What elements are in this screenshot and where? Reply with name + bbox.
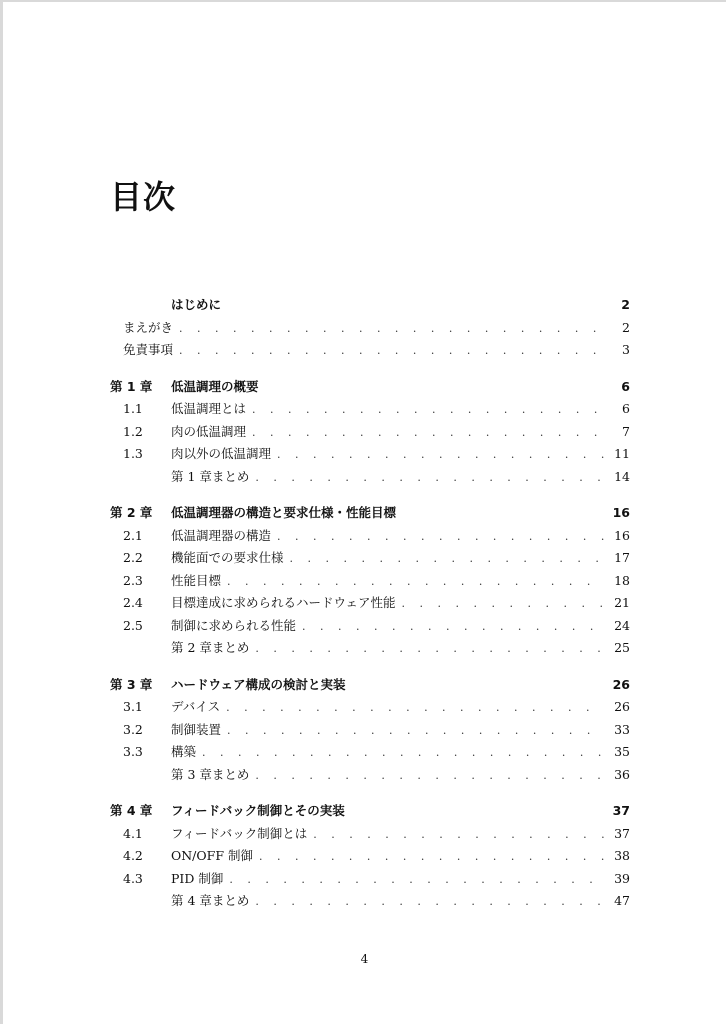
- toc-dot-leader: [252, 422, 604, 445]
- toc-section-row[interactable]: [110, 868, 630, 891]
- toc-label: 低温調理の概要: [171, 378, 259, 394]
- toc-label: 制御装置: [171, 721, 222, 737]
- toc-section-row[interactable]: [110, 570, 630, 593]
- toc-chapter-row[interactable]: [110, 502, 630, 525]
- toc-page-number: 26: [614, 699, 630, 714]
- toc-chapter-row[interactable]: [110, 294, 630, 317]
- toc-intro-row[interactable]: [110, 339, 630, 362]
- toc-number: 4.3: [123, 870, 143, 886]
- toc-number: 3.2: [123, 721, 143, 737]
- toc-summary-row[interactable]: [110, 466, 630, 489]
- toc-label: デバイス: [171, 699, 221, 714]
- toc-page-number: 21: [614, 595, 630, 610]
- toc-number: 第 3 章: [110, 676, 153, 692]
- toc-section-row[interactable]: [110, 421, 630, 444]
- toc-dot-leader: [179, 340, 604, 363]
- toc-number: 4.2: [123, 848, 143, 863]
- toc-section-row[interactable]: [110, 443, 630, 466]
- toc-label: 免責事項: [123, 342, 174, 357]
- toc-page-number: 6: [622, 401, 630, 416]
- toc-number: 1.1: [123, 401, 143, 416]
- toc-page-number: 26: [612, 676, 630, 692]
- toc-label: はじめに: [171, 297, 222, 312]
- toc-page-number: 11: [614, 446, 630, 461]
- toc-label: 第 3 章まとめ: [171, 766, 250, 782]
- toc-label: ハードウェア構成の検討と実装: [171, 676, 346, 692]
- toc-page-number: 6: [621, 378, 630, 394]
- toc-section-row[interactable]: [110, 719, 630, 742]
- toc-section-row[interactable]: [110, 823, 630, 846]
- toc-section-row[interactable]: [110, 592, 630, 615]
- page-number-footer: 4: [360, 952, 369, 966]
- toc-label: 低温調理器の構造: [171, 527, 272, 543]
- toc-dot-leader: [302, 616, 604, 639]
- toc-chapter-row[interactable]: [110, 800, 630, 823]
- toc-dot-leader: [229, 869, 604, 892]
- toc-dot-leader: [277, 526, 604, 549]
- toc-number: 1.3: [123, 446, 143, 461]
- toc-label: 性能目標: [171, 572, 222, 588]
- toc-number: 第 4 章: [110, 803, 153, 818]
- toc-page-number: 25: [614, 640, 630, 655]
- toc-page-number: 33: [614, 721, 630, 737]
- document-page: [3, 2, 726, 1024]
- toc-number: 3.3: [123, 744, 143, 759]
- toc-summary-row[interactable]: [110, 764, 630, 787]
- toc-dot-leader: [252, 399, 604, 422]
- toc-dot-leader: [227, 571, 604, 594]
- toc-dot-leader: [255, 891, 604, 914]
- toc-label: 第 2 章まとめ: [171, 640, 250, 655]
- toc-chapter-row[interactable]: [110, 674, 630, 697]
- toc-label: PID 制御: [171, 870, 224, 886]
- toc-number: 2.3: [123, 572, 143, 588]
- toc-label: まえがき: [123, 319, 174, 335]
- toc-dot-leader: [313, 824, 604, 847]
- toc-number: 2.1: [123, 527, 143, 543]
- toc-section-row[interactable]: [110, 845, 630, 868]
- toc-label: 低温調理とは: [171, 401, 247, 416]
- toc-number: 第 2 章: [110, 505, 153, 520]
- toc-page-number: 24: [614, 617, 630, 633]
- toc-dot-leader: [226, 697, 604, 720]
- toc-section-row[interactable]: [110, 398, 630, 421]
- toc-section-row[interactable]: [110, 547, 630, 570]
- toc-label: 機能面での要求仕様: [171, 550, 284, 565]
- toc-dot-leader: [255, 467, 604, 490]
- toc-page-number: 38: [614, 848, 630, 863]
- toc-section-row[interactable]: [110, 525, 630, 548]
- toc-page-number: 2: [622, 319, 630, 335]
- toc-label: フィードバック制御とその実装: [171, 803, 345, 818]
- toc-dot-leader: [227, 720, 604, 743]
- toc-page-number: 36: [614, 766, 630, 782]
- toc-label: ON/OFF 制御: [171, 848, 253, 863]
- toc-label: 構築: [171, 744, 197, 759]
- toc-page-number: 35: [614, 744, 630, 759]
- toc-number: 2.2: [123, 550, 143, 565]
- toc-chapter-row[interactable]: [110, 376, 630, 399]
- toc-dot-leader: [402, 593, 604, 616]
- toc-label: 第 4 章まとめ: [171, 893, 250, 908]
- toc-page-number: 14: [614, 468, 630, 484]
- toc-section-row[interactable]: [110, 615, 630, 638]
- toc-dot-leader: [290, 548, 604, 571]
- toc-dot-leader: [202, 742, 604, 765]
- toc-page-number: 37: [612, 803, 630, 818]
- toc-summary-row[interactable]: [110, 637, 630, 660]
- toc-number: 1.2: [123, 423, 143, 439]
- toc-number: 2.4: [123, 595, 143, 610]
- toc-summary-row[interactable]: [110, 890, 630, 913]
- toc-page-number: 17: [614, 550, 630, 565]
- toc-label: 目標達成に求められるハードウェア性能: [171, 595, 396, 610]
- toc-page-number: 16: [614, 527, 630, 543]
- toc-label: 肉以外の低温調理: [171, 446, 272, 461]
- toc-number: 3.1: [123, 699, 143, 714]
- toc-page-number: 7: [622, 423, 630, 439]
- toc-page-number: 16: [612, 505, 630, 520]
- toc-page-number: 2: [621, 297, 630, 312]
- toc-section-row[interactable]: [110, 741, 630, 764]
- toc-label: フィードバック制御とは: [171, 825, 308, 841]
- toc-label: 低温調理器の構造と要求仕様・性能目標: [171, 505, 397, 520]
- toc-dot-leader: [259, 846, 604, 869]
- page-title: 目次: [110, 178, 177, 216]
- toc-section-row[interactable]: [110, 696, 630, 719]
- toc-number: 第 1 章: [110, 378, 153, 394]
- toc-number: 4.1: [123, 825, 143, 841]
- toc-dot-leader: [255, 638, 604, 661]
- toc-label: 制御に求められる性能: [171, 617, 297, 633]
- toc-page-number: 39: [614, 870, 630, 886]
- toc-page-number: 3: [622, 342, 630, 357]
- toc-dot-leader: [277, 444, 604, 467]
- toc-intro-row[interactable]: [110, 317, 630, 340]
- toc-dot-leader: [179, 318, 604, 341]
- toc-label: 第 1 章まとめ: [171, 468, 250, 484]
- table-of-contents: [110, 294, 630, 913]
- toc-page-number: 47: [614, 893, 630, 908]
- toc-number: 2.5: [123, 617, 143, 633]
- toc-page-number: 37: [614, 825, 630, 841]
- toc-label: 肉の低温調理: [171, 423, 247, 439]
- toc-dot-leader: [255, 765, 604, 788]
- toc-page-number: 18: [614, 572, 630, 588]
